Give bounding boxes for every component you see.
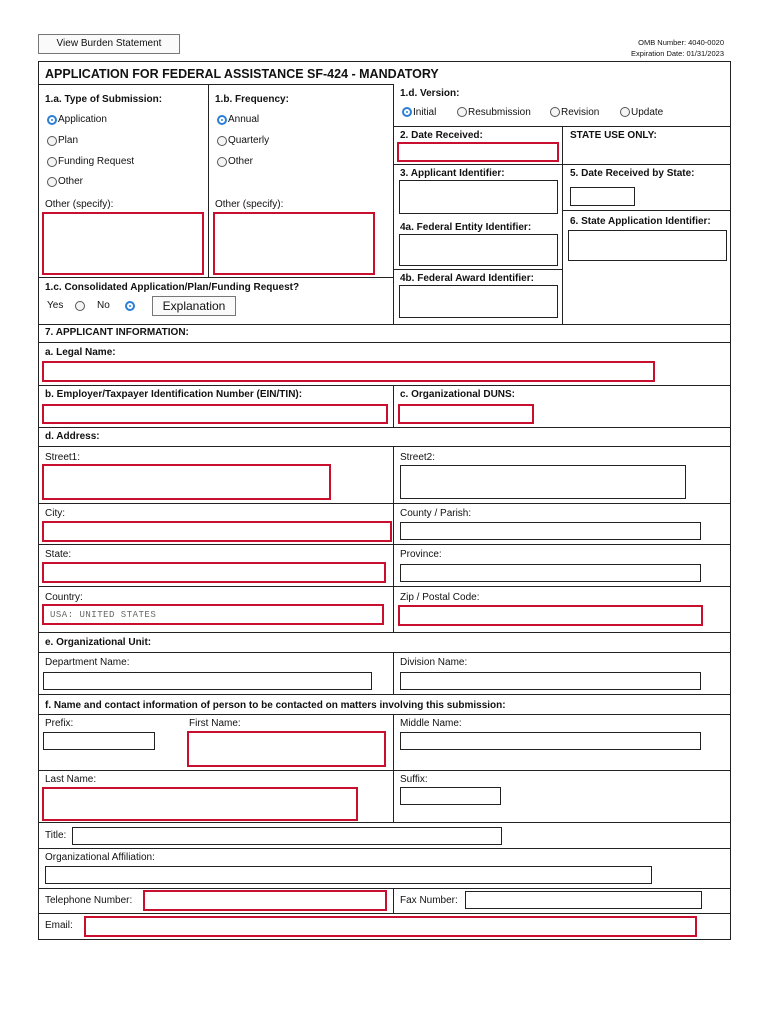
legal-name-label: a. Legal Name:: [45, 347, 116, 358]
expiration-date: Expiration Date: 01/31/2023: [631, 49, 724, 58]
street1-label: Street1:: [45, 452, 81, 463]
option-funding-request-label: Funding Request: [58, 156, 135, 167]
division-field[interactable]: [400, 672, 701, 690]
contact-label: f. Name and contact information of person to be contacted on matters involving this submission:: [45, 700, 506, 711]
radio-funding-request[interactable]: [47, 157, 57, 167]
explanation-button[interactable]: Explanation: [152, 296, 236, 316]
city-field[interactable]: [42, 521, 392, 542]
first-name-label: First Name:: [189, 718, 241, 729]
s1b-other-specify-label: Other (specify):: [215, 199, 284, 210]
state-use-only-label: STATE USE ONLY:: [570, 130, 657, 141]
street2-label: Street2:: [400, 452, 436, 463]
omb-number: OMB Number: 4040-0020: [638, 38, 724, 47]
radio-initial[interactable]: [402, 107, 412, 117]
telephone-label: Telephone Number:: [45, 895, 133, 906]
prefix-label: Prefix:: [45, 718, 74, 729]
county-label: County / Parish:: [400, 508, 472, 519]
department-field[interactable]: [43, 672, 372, 690]
prefix-field[interactable]: [43, 732, 155, 750]
department-label: Department Name:: [45, 657, 130, 668]
option-other-frequency-label: Other: [228, 156, 254, 167]
zip-field[interactable]: [398, 605, 703, 626]
state-field[interactable]: [42, 562, 386, 583]
s1a-label: 1.a. Type of Submission:: [45, 94, 163, 105]
applicant-identifier-field[interactable]: [399, 180, 558, 214]
affiliation-label: Organizational Affiliation:: [45, 852, 155, 863]
s4b-label: 4b. Federal Award Identifier:: [400, 273, 534, 284]
s3-label: 3. Applicant Identifier:: [400, 168, 505, 179]
division-label: Division Name:: [400, 657, 468, 668]
fax-field[interactable]: [465, 891, 702, 909]
radio-update[interactable]: [620, 107, 630, 117]
s1b-other-specify-field[interactable]: [213, 212, 375, 275]
ein-label: b. Employer/Taxpayer Identification Number (EIN/TIN):: [45, 389, 303, 400]
email-label: Email:: [45, 920, 73, 931]
first-name-field[interactable]: [187, 731, 386, 767]
middle-name-label: Middle Name:: [400, 718, 462, 729]
s2-label: 2. Date Received:: [400, 130, 483, 141]
s1b-label: 1.b. Frequency:: [215, 94, 289, 105]
option-resubmission-label: Resubmission: [468, 107, 531, 118]
county-field[interactable]: [400, 522, 701, 540]
federal-award-identifier-field[interactable]: [399, 285, 558, 318]
s4a-label: 4a. Federal Entity Identifier:: [400, 222, 532, 233]
s1d-label: 1.d. Version:: [400, 88, 460, 99]
title-label: Title:: [45, 830, 67, 841]
option-initial-label: Initial: [413, 107, 437, 118]
s5-label: 5. Date Received by State:: [570, 168, 695, 179]
s7-label: 7. APPLICANT INFORMATION:: [45, 327, 189, 338]
option-revision-label: Revision: [561, 107, 600, 118]
option-quarterly-label: Quarterly: [228, 135, 270, 146]
city-label: City:: [45, 508, 65, 519]
option-plan-label: Plan: [58, 135, 79, 146]
radio-annual[interactable]: [217, 115, 227, 125]
view-burden-statement-button[interactable]: View Burden Statement: [38, 34, 180, 54]
org-unit-label: e. Organizational Unit:: [45, 637, 152, 648]
s1c-yes-label: Yes: [47, 300, 64, 311]
ein-field[interactable]: [42, 404, 388, 424]
duns-field[interactable]: [398, 404, 534, 424]
province-label: Province:: [400, 549, 442, 560]
title-field[interactable]: [72, 827, 502, 845]
address-label: d. Address:: [45, 431, 100, 442]
s1c-no-label: No: [97, 300, 110, 311]
duns-label: c. Organizational DUNS:: [400, 389, 516, 400]
last-name-label: Last Name:: [45, 774, 97, 785]
email-field[interactable]: [84, 916, 697, 937]
s1a-other-specify-label: Other (specify):: [45, 199, 114, 210]
form-title: APPLICATION FOR FEDERAL ASSISTANCE SF-424 - MANDATORY: [45, 67, 439, 81]
federal-entity-identifier-field[interactable]: [399, 234, 558, 266]
country-value: USA: UNITED STATES: [50, 610, 157, 620]
province-field[interactable]: [400, 564, 701, 582]
option-update-label: Update: [631, 107, 664, 118]
suffix-label: Suffix:: [400, 774, 428, 785]
radio-consolidated-no[interactable]: [125, 301, 135, 311]
s6-label: 6. State Application Identifier:: [570, 216, 711, 227]
radio-quarterly[interactable]: [217, 136, 227, 146]
state-application-identifier-field[interactable]: [568, 230, 727, 261]
option-annual-label: Annual: [228, 114, 260, 125]
country-label: Country:: [45, 592, 83, 603]
street1-field[interactable]: [42, 464, 331, 500]
s1a-other-specify-field[interactable]: [42, 212, 204, 275]
radio-resubmission[interactable]: [457, 107, 467, 117]
date-received-by-state-field[interactable]: [570, 187, 635, 206]
radio-application[interactable]: [47, 115, 57, 125]
last-name-field[interactable]: [42, 787, 358, 821]
radio-plan[interactable]: [47, 136, 57, 146]
legal-name-field[interactable]: [42, 361, 655, 382]
radio-consolidated-yes[interactable]: [75, 301, 85, 311]
country-field[interactable]: [42, 604, 384, 625]
option-application-label: Application: [58, 114, 107, 125]
radio-revision[interactable]: [550, 107, 560, 117]
radio-other-frequency[interactable]: [217, 157, 227, 167]
s1c-label: 1.c. Consolidated Application/Plan/Funding Request?: [45, 282, 300, 293]
telephone-field[interactable]: [143, 890, 387, 911]
state-label: State:: [45, 549, 72, 560]
middle-name-field[interactable]: [400, 732, 701, 750]
affiliation-field[interactable]: [45, 866, 652, 884]
radio-other-submission[interactable]: [47, 177, 57, 187]
suffix-field[interactable]: [400, 787, 501, 805]
fax-label: Fax Number:: [400, 895, 458, 906]
date-received-field[interactable]: [397, 142, 559, 162]
option-other-submission-label: Other: [58, 176, 84, 187]
street2-field[interactable]: [400, 465, 686, 499]
zip-label: Zip / Postal Code:: [400, 592, 480, 603]
